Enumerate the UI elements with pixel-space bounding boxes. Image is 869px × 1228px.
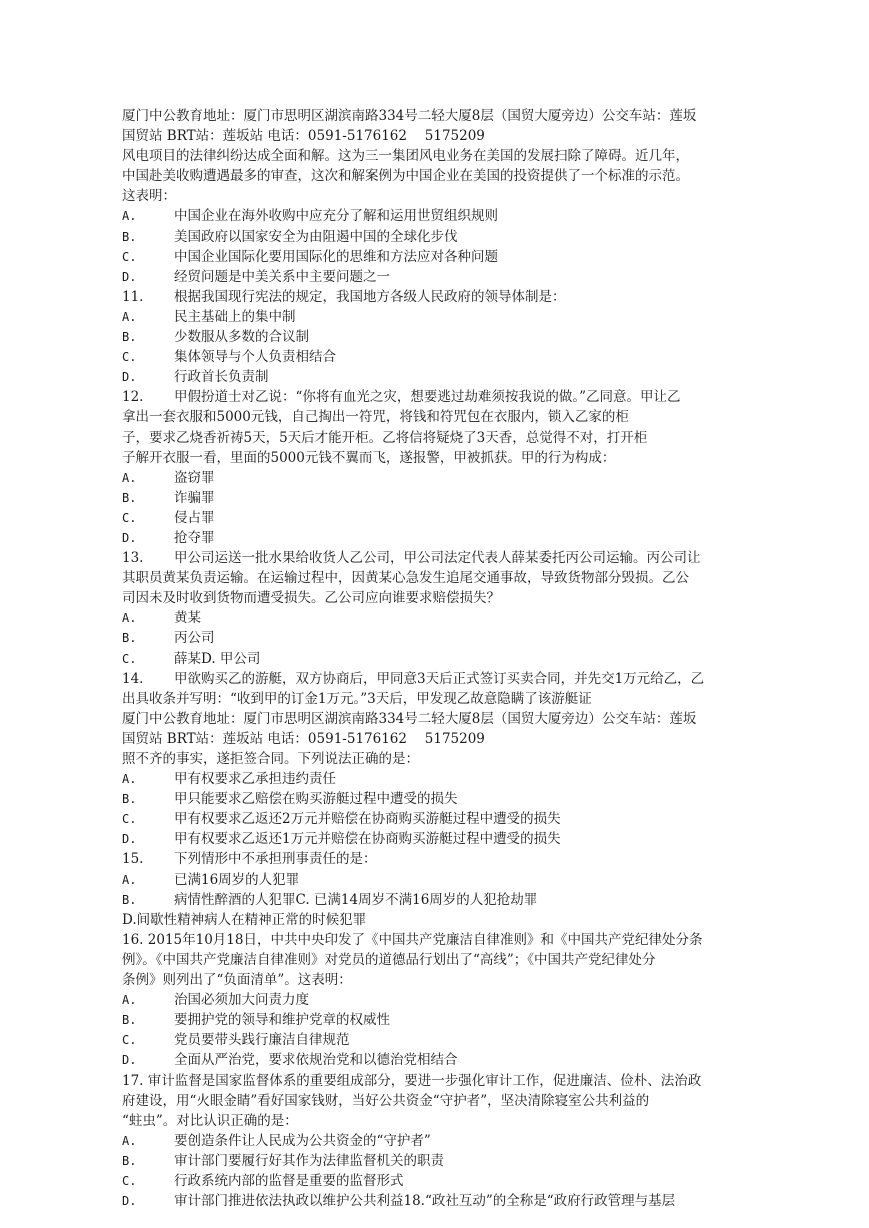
option-line <box>122 608 772 628</box>
option-line <box>122 829 772 849</box>
option-marker: D. <box>122 1053 137 1068</box>
line-text: 侵占罪 <box>174 509 215 526</box>
option-marker: B. <box>122 1013 137 1028</box>
line-text: “蛀虫”。对比认识正确的是： <box>122 1112 298 1129</box>
line-text: 风电项目的法律纠纷达成全面和解。这为三一集团风电业务在美国的发展扫除了障碍。近几年， <box>122 148 689 165</box>
option-line <box>122 488 772 508</box>
option-marker: A. <box>122 309 137 324</box>
line-text: 子解开衣服一看，里面的5000元钱不翼而飞，遂报警，甲被抓获。甲的行为构成： <box>122 449 616 466</box>
question-line <box>122 548 772 568</box>
text-line <box>122 568 772 588</box>
text-line <box>122 930 772 950</box>
option-marker: B. <box>122 1153 137 1168</box>
line-text: 根据我国现行宪法的规定，我国地方各级人民政府的领导体制是： <box>174 288 566 305</box>
option-line <box>122 468 772 488</box>
text-line <box>122 407 772 427</box>
line-text: 中国企业国际化要用国际化的思维和方法应对各种问题 <box>174 248 498 265</box>
question-number: 11. <box>122 288 144 305</box>
option-marker: C. <box>122 1173 137 1188</box>
option-marker: A. <box>122 772 137 787</box>
option-line <box>122 267 772 287</box>
line-text: 全面从严治党，要求依规治党和以德治党相结合 <box>174 1052 458 1069</box>
option-marker: B. <box>122 892 137 907</box>
option-marker: C. <box>122 249 137 264</box>
line-text: 这表明： <box>122 188 176 205</box>
question-number: 12. <box>122 389 144 406</box>
option-marker: C. <box>122 812 137 827</box>
option-line <box>122 809 772 829</box>
option-marker: B. <box>122 631 137 646</box>
line-text: 经贸问题是中美关系中主要问题之一 <box>174 268 390 285</box>
line-text: 下列情形中不承担刑事责任的是： <box>174 851 377 868</box>
line-text: 其职员黄某负责运输。在运输过程中，因黄某心急发生追尾交通事故，导致货物部分毁损。乙公 <box>122 570 689 587</box>
option-line <box>122 628 772 648</box>
line-text: 甲有权要求乙承担违约责任 <box>174 771 336 788</box>
line-text: 拿出一套衣服和5000元钱，自己掏出一符咒，将钱和符咒包在衣服内，锁入乙家的柜 <box>122 409 629 426</box>
text-line <box>122 166 772 186</box>
text-line <box>122 749 772 769</box>
line-text: 党员要带头践行廉洁自律规范 <box>174 1032 350 1049</box>
option-line <box>122 769 772 789</box>
text-line <box>122 1091 772 1111</box>
option-line <box>122 307 772 327</box>
question-line <box>122 669 772 689</box>
line-text: 甲有权要求乙返还1万元并赔偿在协商购买游艇过程中遭受的损失 <box>174 831 561 848</box>
line-text: D.间歇性精神病人在精神正常的时候犯罪 <box>122 911 367 928</box>
line-text: 甲假扮道士对乙说：“你将有血光之灾，想要逃过劫难须按我说的做。”乙同意。甲让乙 <box>174 389 681 406</box>
option-marker: A. <box>122 1133 137 1148</box>
line-text: 照不齐的事实，遂拒签合同。下列说法正确的是： <box>122 751 419 767</box>
line-text: 16. 2015年10月18日，中共中央印发了《中国共产党廉洁自律准则》和《中国共产党纪律处分条 <box>122 931 703 948</box>
option-line <box>122 890 772 910</box>
line-text: 诈骗罪 <box>174 489 215 506</box>
text-line <box>122 588 772 608</box>
option-marker: C. <box>122 510 137 525</box>
line-text: 丙公司 <box>174 630 215 647</box>
line-text: 抢夺罪 <box>174 529 215 546</box>
option-marker: B. <box>122 229 137 244</box>
text-line <box>122 729 772 749</box>
option-marker: C. <box>122 350 137 365</box>
option-marker: A. <box>122 470 137 485</box>
text-line <box>122 1111 772 1131</box>
option-marker: B. <box>122 490 137 505</box>
line-text: 盗窃罪 <box>174 469 215 486</box>
text-line <box>122 970 772 990</box>
question-line <box>122 387 772 407</box>
option-marker: D. <box>122 370 137 385</box>
line-text: 国贸站 BRT站：莲坂站 电话：0591-5176162 5175209 <box>122 128 485 145</box>
option-marker: A. <box>122 993 137 1008</box>
option-marker: D. <box>122 1194 137 1209</box>
line-text: 府建设，用“火眼金睛”看好国家钱财，当好公共资金“守护者”，坚决清除寝室公共利益的 <box>122 1092 650 1109</box>
line-text: 行政首长负责制 <box>174 369 269 386</box>
option-marker: C. <box>122 1033 137 1048</box>
text-line <box>122 1071 772 1091</box>
option-line <box>122 327 772 347</box>
option-marker: D. <box>122 530 137 545</box>
line-text: 薛某D. 甲公司 <box>174 650 261 667</box>
question-number: 13. <box>122 550 144 567</box>
line-text: 厦门中公教育地址：厦门市思明区湖滨南路334号二轻大厦8层（国贸大厦旁边）公交车站：莲坂 <box>122 108 697 124</box>
line-text: 治国必须加大问责力度 <box>174 992 309 1009</box>
option-marker: B. <box>122 330 137 345</box>
line-text: 民主基础上的集中制 <box>174 308 296 325</box>
text-line <box>122 428 772 448</box>
option-marker: C. <box>122 651 137 666</box>
line-text: 条例》则列出了“负面清单”。这表明： <box>122 972 352 989</box>
option-line <box>122 649 772 669</box>
line-text: 子，要求乙烧香祈祷5天，5天后才能开柜。乙将信将疑烧了3天香，总觉得不对，打开柜 <box>122 429 648 446</box>
line-text: 甲只能要求乙赔偿在购买游艇过程中遭受的损失 <box>174 791 458 808</box>
line-text: 要拥护党的领导和维护党章的权威性 <box>174 1012 390 1029</box>
text-line <box>122 146 772 166</box>
line-text: 要创造条件让人民成为公共资金的“守护者” <box>174 1132 431 1149</box>
text-line <box>122 689 772 709</box>
option-line <box>122 247 772 267</box>
option-marker: A. <box>122 872 137 887</box>
line-text: 已满16周岁的人犯罪 <box>174 871 300 888</box>
text-line <box>122 950 772 970</box>
option-line <box>122 1030 772 1050</box>
line-text: 国贸站 BRT站：莲坂站 电话：0591-5176162 5175209 <box>122 730 485 747</box>
option-marker: B. <box>122 792 137 807</box>
text-line <box>122 910 772 930</box>
line-text: 司因未及时收到货物而遭受损失。乙公司应向谁要求赔偿损失？ <box>122 590 500 607</box>
question-line <box>122 287 772 307</box>
text-line <box>122 448 772 468</box>
option-marker: D. <box>122 832 137 847</box>
line-text: 集体领导与个人负责相结合 <box>174 349 336 366</box>
line-text: 例》。《中国共产党廉洁自律准则》对党员的道德品行划出了“高线”；《中国共产党纪律处分 <box>122 951 656 968</box>
line-text: 审计部门推进依法执政以维护公共利益18.“政社互动”的全称是“政府行政管理与基层 <box>174 1193 676 1210</box>
line-text: 病情性醉酒的人犯罪C. 已满14周岁不满16周岁的人犯抢劫罪 <box>174 891 538 908</box>
option-marker: A. <box>122 611 137 626</box>
option-marker: A. <box>122 209 137 224</box>
line-text: 审计部门要履行好其作为法律监督机关的职责 <box>174 1152 444 1169</box>
option-marker: D. <box>122 269 137 284</box>
option-line <box>122 990 772 1010</box>
option-line <box>122 508 772 528</box>
line-text: 出具收条并写明：“收到甲的订金1万元。”3天后，甲发现乙故意隐瞒了该游艇证 <box>122 690 592 707</box>
option-line <box>122 227 772 247</box>
option-line <box>122 1131 772 1151</box>
document-page <box>122 106 772 1211</box>
line-text: 行政系统内部的监督是重要的监督形式 <box>174 1172 404 1189</box>
line-text: 甲公司运送一批水果给收货人乙公司，甲公司法定代表人薛某委托丙公司运输。丙公司让 <box>174 550 701 567</box>
line-text: 美国政府以国家安全为由阻遏中国的全球化步伐 <box>174 228 458 245</box>
line-text: 17. 审计监督是国家监督体系的重要组成部分，要进一步强化审计工作，促进廉洁、俭朴、法治政 <box>122 1072 702 1089</box>
line-text: 少数服从多数的合议制 <box>174 329 309 346</box>
text-line <box>122 186 772 206</box>
line-text: 中国赴美收购遭遇最多的审查，这次和解案例为中国企业在美国的投资提供了一个标准的示范。 <box>122 168 689 185</box>
option-line <box>122 1050 772 1070</box>
line-text: 中国企业在海外收购中应充分了解和运用世贸组织规则 <box>174 208 498 225</box>
line-text: 黄某 <box>174 610 201 627</box>
option-line <box>122 789 772 809</box>
question-line <box>122 849 772 869</box>
question-number: 14. <box>122 670 144 687</box>
question-number: 15. <box>122 851 144 868</box>
line-text: 甲有权要求乙返还2万元并赔偿在协商购买游艇过程中遭受的损失 <box>174 811 561 828</box>
option-line <box>122 367 772 387</box>
option-line <box>122 206 772 226</box>
text-line <box>122 709 772 729</box>
option-line <box>122 528 772 548</box>
option-line <box>122 1010 772 1030</box>
text-line <box>122 106 772 126</box>
text-line <box>122 126 772 146</box>
option-line <box>122 347 772 367</box>
line-text: 甲欲购买乙的游艇，双方协商后，甲同意3天后正式签订买卖合同，并先交1万元给乙，乙 <box>174 670 705 687</box>
option-line <box>122 870 772 890</box>
option-line <box>122 1151 772 1171</box>
line-text: 厦门中公教育地址：厦门市思明区湖滨南路334号二轻大厦8层（国贸大厦旁边）公交车站：莲坂 <box>122 710 697 727</box>
option-line <box>122 1191 772 1211</box>
option-line <box>122 1171 772 1191</box>
